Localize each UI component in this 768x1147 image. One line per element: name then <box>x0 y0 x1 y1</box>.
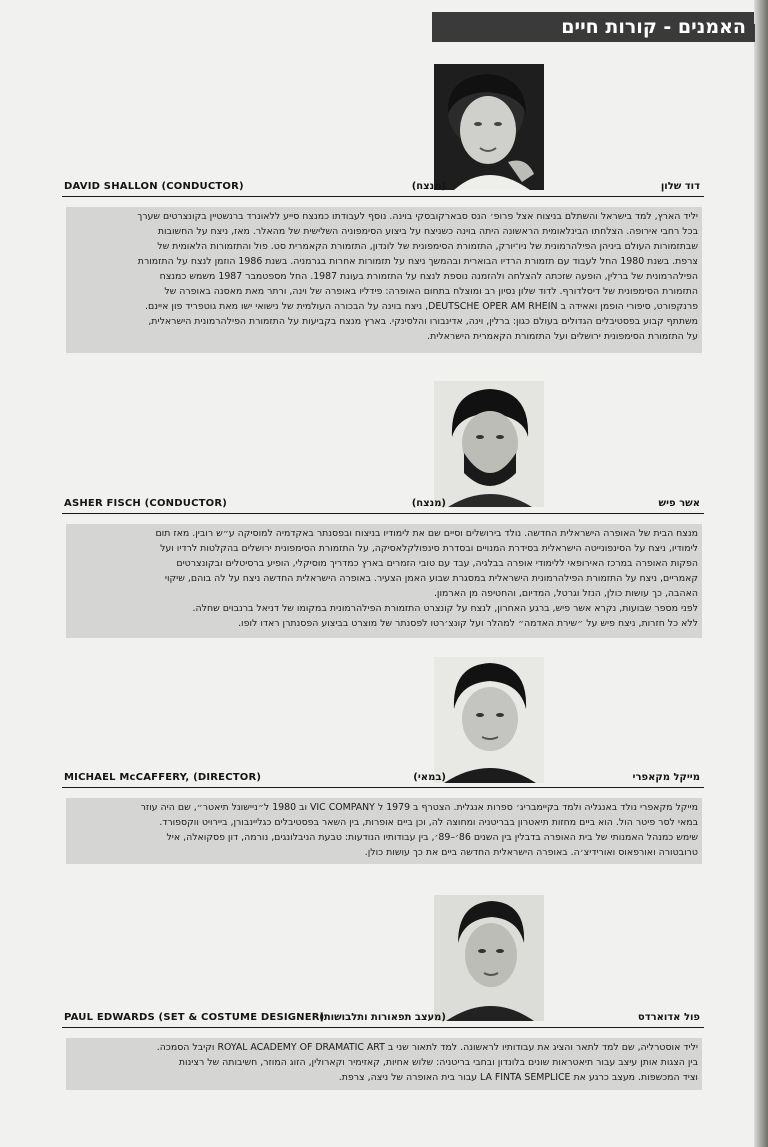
artist-bio <box>66 207 702 353</box>
bio-line: בין הצגות אותן עיצב עבור תיאטראות שונים בלונדון ובחבי בריטניה: שלוש אחיות, קאזימיר וקארולין, הזוג המוזר, חשיבותה של רצינות <box>178 1057 698 1068</box>
bio-line: משתתף קבוע בפסטיבלים הגדולים בעולם כגון: ברלין, וינה, אדינבורו והלסינקי. בארץ מנצח בקביעות על התזמורת הפילהרמונית הישראלית, <box>148 316 698 327</box>
page-edge-shadow <box>754 0 768 1147</box>
portrait-michael-mccaffery <box>434 657 544 783</box>
bio-line: ללא כל חזרות, ניצח פיש על ״שירת האדמה״ למהלר ועל קונצ׳רטו לפסנתר של מוצרט בביצוע הפסנתרן ראדו לופו. <box>238 618 698 629</box>
bio-line: במאי לסר פיטר הול. הוא ביים מחזות תיאטרון בבריטניה ומחוצה לה, וכן ביים אופרות, בין השאר בפסטיבלים כגליינבורן, ביירויט ווקספורד. <box>159 817 698 828</box>
portrait-paul-edwards <box>434 895 544 1021</box>
artist-bio <box>66 1038 702 1090</box>
artist-bio <box>66 524 702 638</box>
artist-name-row <box>62 496 702 512</box>
header-tab-decoration <box>747 24 755 42</box>
bio-line: וציד המכשפות. מעצב כרגע את LA FINTA SEMPLICE עבור בית האופרה של ניצה, צרפת. <box>338 1072 698 1083</box>
bio-line: יליד הארץ, למד בישראל והשתלם בניצוח אצל פרופ׳ הנס סבארקובסקי בוינה. נוסף לעבודתו כמנצח סייע ללאונרד ברנשטיין בקונצרטים שערך <box>137 211 698 222</box>
artist-name-he: מייקל מקאפרי <box>632 772 700 783</box>
artist-name-he: דוד שלון <box>660 181 700 192</box>
bio-line: לימודיו, ניצח על הסינפונייטה הישראלית בסידרת המנויים ובסדרת סינפולקלאסיקה, על התזמורת הסימפונית ירושלים בהקלטות לרדיו ועל <box>160 543 698 554</box>
artist-role-he: (מעצב תפאורות ותלבושות) <box>319 1012 446 1023</box>
artist-name-he: פול אדוארדס <box>637 1012 700 1023</box>
artist-name-en: DAVID SHALLON (CONDUCTOR) <box>64 181 244 192</box>
artist-role-he: (במאי) <box>413 772 446 783</box>
artist-name-en: PAUL EDWARDS (SET & COSTUME DESIGNER) <box>64 1012 325 1023</box>
bio-line: שימש כמנהל האמנותי של בית האופרה בדבלין בין השנים 86׳–89׳, בין עבודותיו הנודעות: טבעת הניבלונגים, נורמה, דון פסקואלה, איל <box>166 832 698 843</box>
artist-role-he: (מנצח) <box>411 181 446 192</box>
bio-line: מייקל מקאפרי נולד באנגליה ולמד בקיימבריג׳ ספרות אנגלית. הצטרף ב 1979 ל VIC COMPANY וב 1980 ל״ניישונל תיאטר״, שם היה עוזר <box>140 802 698 813</box>
bio-line: האהבה, כך עושות כולן, הנזל וגרטל, המדיום, והחטיפה מן הארמון. <box>433 588 698 599</box>
page-title: האמנים - קורות חיים <box>432 12 754 42</box>
artist-bio <box>66 798 702 864</box>
artist-name-row <box>62 1010 702 1026</box>
section-divider <box>62 196 704 197</box>
bio-line: בכל רחבי אירופה. הצלחתו הבינלאומית הראשונה היתה בוינה כשניצח על ביצוע הסימפוניה השלישית של מהאלר. מאז, ניצח על החשובות <box>157 226 698 237</box>
bio-line: פרנקפורט, סיפורי הופמן ואאידה ב DEUTSCHE OPER AM RHEIN, ניצח בוינה על הבכורה העולמית של נישואי ישו מאת גוטפריד פון איינם. <box>145 301 698 312</box>
section-divider <box>62 787 704 788</box>
artist-role-he: (מנצח) <box>411 498 446 509</box>
bio-line: קאמריים, ניצח על התזמורת הפילהרמונית הישראלית במסגרת שבוע האמן הצעיר. באופרה הישראלית החדשה ניצח על לה בוהם, שיקוי <box>164 573 698 584</box>
bio-line: מנצח הבית של האופרה הישראלית החדשה. נולד בירושלים וסיים שם את לימודיו בניצוח ובפסנתר באקדמיה למוסיקה ע״ש רובין. מאז תום <box>155 528 698 539</box>
bio-line: יליד אוסטרליה, שם למד לתאר והציג את עבודותיו לראשונה. למד לתאור שני ב ROYAL ACADEMY OF DRAMATIC ART וקיבל הסמכה. <box>156 1042 698 1053</box>
bio-line: טרובטורה ואורפאוס ואורידיצ׳ה. באופרה הישראלית החדשה ביים את כך עושות כולן. <box>364 847 698 858</box>
bio-line: על התזמורת הסימפונית ירושלים ועל התזמורת הקאמרית הישראלית. <box>427 331 698 342</box>
bio-line: לפני מספר שבועות, נקרא אשר פיש, ברגע האחרון, לנצח על קונצרט התזמורת הפילהרמונית במקומו של דניאל ברנבוים שחלה. <box>192 603 698 614</box>
artist-name-row <box>62 179 702 195</box>
artist-name-row <box>62 770 702 786</box>
section-divider <box>62 513 704 514</box>
artist-name-en: MICHAEL McCAFFERY, (DIRECTOR) <box>64 772 262 783</box>
section-divider <box>62 1027 704 1028</box>
portrait-asher-fisch <box>434 381 544 507</box>
bio-line: צרפת. בשנת 1980 החל לעבוד עם תזמורת הרדיו הבוארית ובהמשך ניצח על תזמורות אחרות בגרמניה. בשנת 1986 הוזמן לנצח על התזמורת <box>137 256 698 267</box>
bio-line: הפקות האופרה במרכז האירופאי ללימודי אופרה בבלגיה, עבד עם טובי הזמרים בארץ כמדריך מוסיקלי, הופיע ברסיטלים ובקונצרטים <box>176 558 698 569</box>
bio-line: הפילהרמונית של ברלין, הופעה שזכתה להצלחה ולהזמנה נוספת לנצח על התזמורת בעונת 1987. החל מספטמבר 1987 משמש כמנצח <box>159 271 698 282</box>
portrait-david-shallon <box>434 64 544 190</box>
artist-name-en: ASHER FISCH (CONDUCTOR) <box>64 498 227 509</box>
bio-line: התזמורת הסימפונית של דיסלדורף. לדוד שלון נסיון רב ומוצלח בתחום האופרה: פידליו באופרה של וינה, ורתר מאת מאסנה באופרה של <box>164 286 698 297</box>
artist-name-he: אשר פיש <box>658 498 700 509</box>
bio-line: שבתזמורות העולם ביניהן הפילהרמונית של ניו־יורק, התזמורת הסימפונית של לונדון, התזמורת הקאמרית סט. פול והתזמורות הלאומית של <box>157 241 698 252</box>
